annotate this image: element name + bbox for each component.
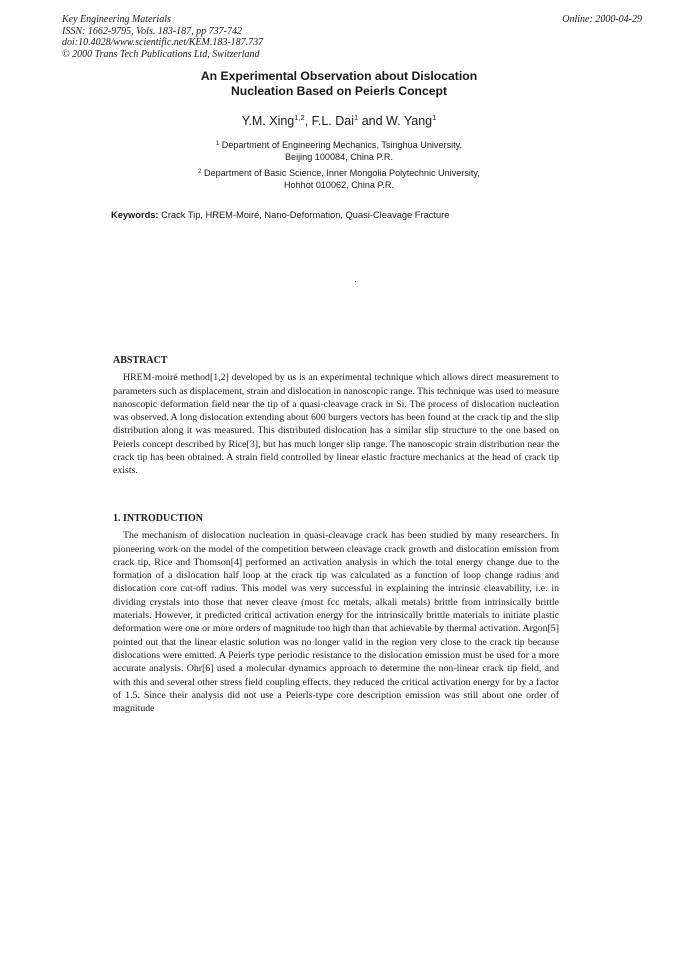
author-name: Y.M. Xing: [241, 114, 295, 128]
author-affil-mark: 1: [432, 113, 437, 122]
paper-title: [0, 69, 678, 98]
author-separator: ,: [304, 114, 312, 128]
introduction-heading: 1. INTRODUCTION: [113, 513, 204, 524]
keywords-text: Crack Tip, HREM-Moiré, Nano-Deformation, Quasi-Cleavage Fracture: [161, 210, 450, 220]
copyright-line: © 2000 Trans Tech Publications Ltd, Switzerland: [62, 48, 260, 60]
journal-name: Key Engineering Materials: [62, 14, 171, 25]
affiliation-line: Beijing 100084, China P.R.: [284, 152, 394, 162]
affiliation-line: Hohhot 010062, China P.R.: [283, 180, 395, 190]
issn-line: ISSN: 1662-9795, Vols. 183-187, pp 737-742: [62, 25, 242, 37]
doi-line: doi:10.4028/www.scientific.net/KEM.183-187.737: [62, 37, 264, 48]
abstract-heading: ABSTRACT: [113, 355, 168, 366]
abstract-section: [113, 354, 559, 478]
introduction-section: [113, 512, 559, 715]
affiliation-mark: 1: [215, 141, 220, 147]
affiliation-1: [0, 138, 678, 163]
author-affil-mark: 1: [354, 113, 359, 122]
title-line-1: An Experimental Observation about Dislocation: [200, 69, 478, 83]
affiliation-2: [0, 166, 678, 191]
keywords-label: Keywords:: [111, 210, 159, 220]
author-list: [0, 113, 678, 128]
author-separator: and: [358, 114, 387, 128]
author-affil-mark: 1,2: [294, 113, 305, 122]
author-name: W. Yang: [386, 114, 433, 128]
affiliation-line: Department of Engineering Mechanics, Tsinghua University,: [221, 140, 463, 150]
author-name: F.L. Dai: [311, 114, 355, 128]
affiliation-line: Department of Basic Science, Inner Mongolia Polytechnic University,: [204, 168, 480, 178]
introduction-text: The mechanism of dislocation nucleation in quasi-cleavage crack has been studied by many researchers. In pioneering work on the model of the competition between cleavage crack growth and dislocation emission from crack tip, Rice and Thomson[4] performed an activation analysis in which the total energy change due to the formation of a dislocation half loop at the crack tip was calculated as a function of loop change radius and dislocation core cut-off radius. This model was very successful in explaining the intrinsic cleavability, i.e. in dividing crystals into those that never cleave (most fcc metals, alkali metals) brittle from intrinsically brittle materials. However, it predicted critical activation energy for the intrinsically brittle materials to initiate plastic deformation were one or more orders of magnitude too high than that achievable by thermal activation. Argon[5] pointed out that the linear elastic solution was no longer valid in the region very close to the crack tip because dislocations were emitted. A Peierls type periodic resistance to the dislocation emission must be used for a more accurate analysis. Ohr[6] used a molecular dynamics approach to determine the non-linear crack tip field, and with this and several other stress field coupling effects, they reduced the critical activation energy for by a factor of 1.5. Since their analysis did not use a Peierls-type core description emission was still about one order of magnitude: [113, 530, 559, 715]
stray-mark: [355, 281, 356, 282]
online-date: Online: 2000-04-29: [562, 14, 642, 25]
abstract-text: HREM-moiré method[1,2] developed by us is an experimental technique which allows direct measurement to parameters such as displacement, strain and dislocation in nanoscopic range. This technique was used to measure nanoscopic deformation field near the tip of a quasi-cleavage crack in Si. The process of dislocation nucleation was observed. A long dislocation extending about 600 burgers vectors has been found at the crack tip and the slip distribution along it was measured. This distributed dislocation has a similar slip structure to the one based on Peierls concept described by Rice[3], but has much longer slip range. The nanoscopic strain distribution near the crack tip has been obtained. A strain field controlled by linear elastic fracture mechanics at the head of crack tip exists.: [113, 372, 559, 477]
keywords: [111, 210, 449, 220]
publication-info: [62, 14, 263, 60]
affiliation-mark: 2: [198, 169, 202, 175]
title-line-2: Nucleation Based on Peierls Concept: [230, 83, 448, 98]
